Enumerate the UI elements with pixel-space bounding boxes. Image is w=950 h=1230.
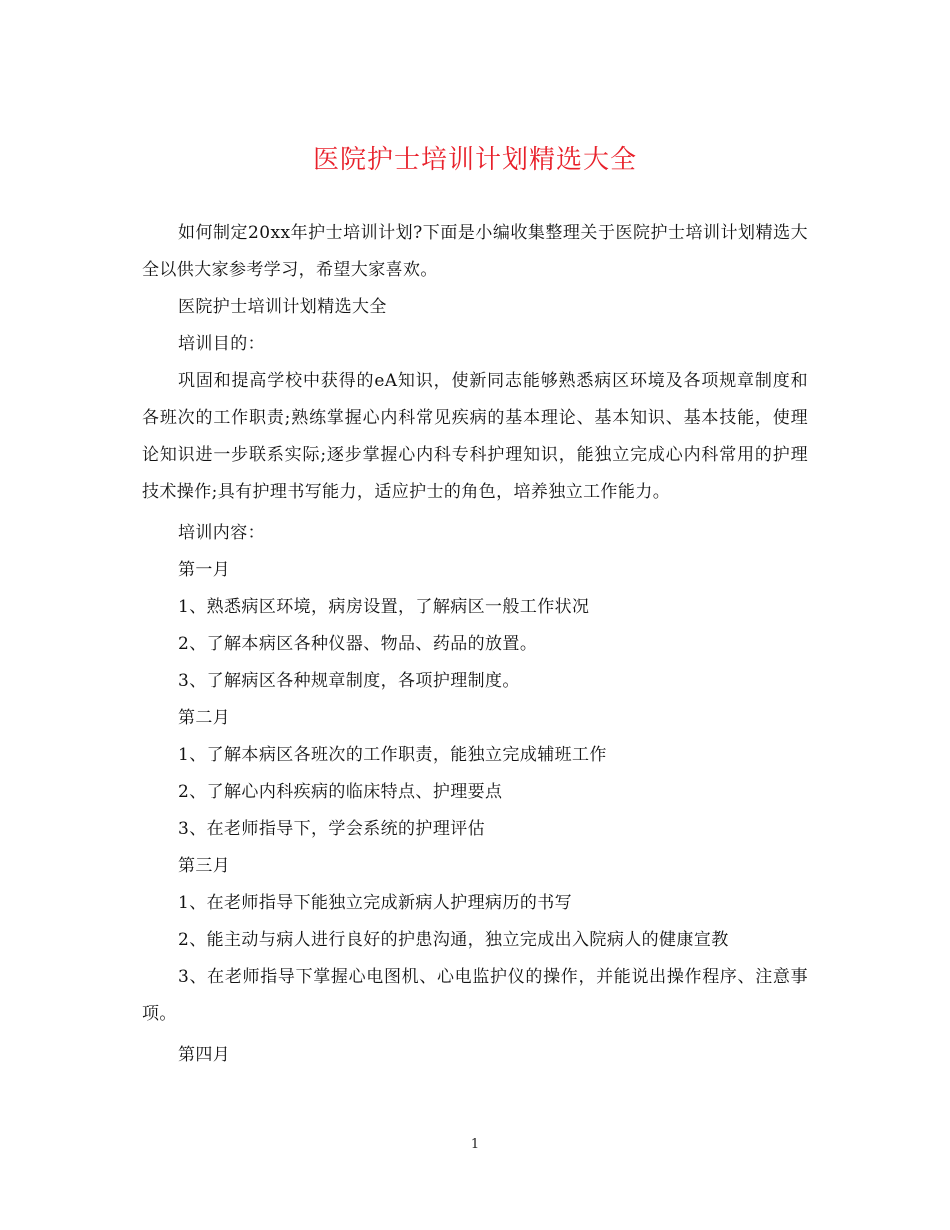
heading-month-3: 第三月	[178, 856, 231, 876]
document-title: 医院护士培训计划精选大全	[312, 145, 637, 175]
list-item: 1、熟悉病区环境，病房设置，了解病区一般工作状况	[178, 597, 590, 617]
list-item: 2、了解本病区各种仪器、物品、药品的放置。	[178, 634, 538, 654]
subtitle-paragraph: 医院护士培训计划精选大全	[178, 297, 387, 317]
list-item: 1、了解本病区各班次的工作职责，能独立完成辅班工作	[178, 745, 607, 765]
list-item: 3、在老师指导下，学会系统的护理评估	[178, 819, 486, 839]
goal-paragraph: 巩固和提高学校中获得的eA知识，使新同志能够熟悉病区环境及各项规章制度和各班次的工作职责;熟练掌握心内科常见疾病的基本理论、基本知识、基本技能，使理论知识进一步联系实际;逐步掌握心内科专科护理知识，能独立完成心内科常用的护理技术操作;具有护理书写能力，适应护士的角色，培养独立工作能力。	[142, 371, 808, 502]
list-item: 3、了解病区各种规章制度，各项护理制度。	[178, 671, 520, 691]
list-item: 2、了解心内科疾病的临床特点、护理要点	[178, 782, 503, 802]
heading-month-4: 第四月	[178, 1045, 231, 1065]
heading-month-1: 第一月	[178, 560, 231, 580]
heading-training-goal: 培训目的：	[178, 334, 265, 354]
intro-paragraph: 如何制定20xx年护士培训计划?下面是小编收集整理关于医院护士培训计划精选大全以供大家参考学习，希望大家喜欢。	[142, 223, 808, 280]
page-number: 1	[470, 1137, 480, 1152]
heading-training-content: 培训内容：	[178, 523, 265, 543]
document-body	[142, 215, 808, 1074]
list-item: 3、在老师指导下掌握心电图机、心电监护仪的操作，并能说出操作程序、注意事项。	[142, 967, 808, 1024]
heading-month-2: 第二月	[178, 708, 231, 728]
list-item: 2、能主动与病人进行良好的护患沟通，独立完成出入院病人的健康宣教	[178, 930, 729, 950]
list-item: 1、在老师指导下能独立完成新病人护理病历的书写	[178, 893, 573, 913]
